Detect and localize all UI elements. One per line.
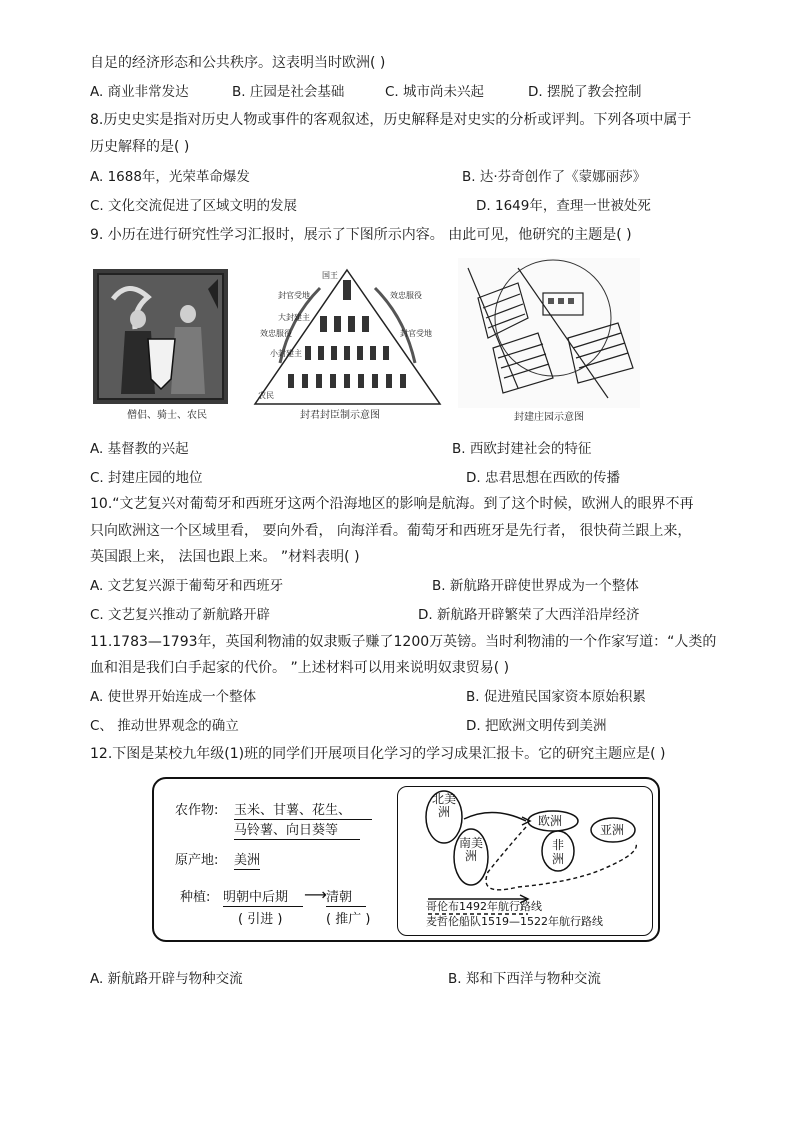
figure-caption-2: 封君封臣制示意图: [300, 410, 380, 421]
q8-option-c[interactable]: C. 文化交流促进了区域文明的发展: [90, 198, 298, 214]
pyramid-label-peasant: 农民: [258, 391, 274, 400]
q7-option-d[interactable]: D. 摆脱了教会控制: [528, 84, 642, 100]
voyage-map: [397, 786, 653, 936]
q11-option-c[interactable]: C、 推动世界观念的确立: [90, 718, 239, 734]
q10-stem-line-1: 10.“文艺复兴对葡萄牙和西班牙这两个沿海地区的影响是航海。到了这个时候，欧洲人的眼界不再: [90, 496, 694, 512]
card-qing: 清朝: [326, 890, 366, 907]
card-origin-label: 原产地:: [175, 853, 219, 868]
q7-option-c[interactable]: C. 城市尚未兴起: [385, 84, 485, 100]
q10-stem-line-3: 英国跟上来， 法国也跟上来。 ”材料表明( ): [90, 549, 360, 565]
arrow-right-icon: ⟶: [304, 885, 327, 904]
map-label-africa: 非洲: [551, 838, 564, 866]
q11-option-d[interactable]: D. 把欧洲文明传到美洲: [466, 718, 607, 734]
card-crops-line-2: 马铃薯、向日葵等: [234, 823, 360, 840]
figure-caption-3: 封建庄园示意图: [514, 412, 584, 423]
card-promote: ( 推广 ): [326, 912, 371, 927]
map-legend-columbus: 哥伦布1492年航行路线: [426, 900, 542, 913]
pyramid-label-small-lord: 小封建主: [270, 349, 302, 358]
q11-stem-line-2: 血和泪是我们白手起家的代价。 ”上述材料可以用来说明奴隶贸易( ): [90, 660, 510, 676]
card-crops-label: 农作物:: [175, 803, 219, 818]
q8-stem-line-1: 8.历史史实是指对历史人物或事件的客观叙述，历史解释是对史实的分析或评判。下列各项中属于: [90, 112, 692, 128]
card-crops-line-1: 玉米、甘薯、花生、: [234, 803, 372, 820]
q11-option-a[interactable]: A. 使世界开始连成一个整体: [90, 689, 257, 705]
pyramid-label-service-right: 效忠服役: [390, 291, 422, 300]
card-intro: ( 引进 ): [238, 912, 283, 927]
map-label-europe: 欧洲: [538, 814, 563, 828]
card-origin-value: 美洲: [234, 853, 261, 868]
map-label-asia: 亚洲: [600, 823, 625, 837]
pyramid-label-service-left: 效忠服役: [260, 329, 292, 338]
q10-option-d[interactable]: D. 新航路开辟繁荣了大西洋沿岸经济: [418, 607, 640, 623]
q11-stem-line-1: 11.1783—1793年，英国利物浦的奴隶贩子赚了1200万英镑。当时利物浦的一个作家写道：“人类的: [90, 634, 717, 650]
q12-stem: 12.下图是某校九年级(1)班的同学们开展项目化学习的学习成果汇报卡。它的研究主题应是( ): [90, 746, 666, 762]
q10-option-b[interactable]: B. 新航路开辟使世界成为一个整体: [432, 578, 639, 594]
q9-stem: 9. 小历在进行研究性学习汇报时，展示了下图所示内容。 由此可见，他研究的主题是( ): [90, 227, 632, 243]
q9-option-c[interactable]: C. 封建庄园的地位: [90, 470, 203, 486]
q8-option-a[interactable]: A. 1688年，光荣革命爆发: [90, 169, 250, 185]
manor-map-diagram: [458, 258, 640, 408]
figure-manor-map: [458, 258, 640, 408]
q7-stem-tail: 自足的经济形态和公共秩序。这表明当时欧洲( ): [90, 55, 386, 71]
manuscript-illustration-image: [93, 269, 228, 404]
pyramid-label-grant-left: 封官受地: [278, 291, 310, 300]
q7-option-a[interactable]: A. 商业非常发达: [90, 84, 189, 100]
card-ming: 明朝中后期: [223, 890, 303, 907]
figure-feudal-pyramid: [250, 268, 445, 408]
q8-option-b[interactable]: B. 达·芬奇创作了《蒙娜丽莎》: [462, 169, 647, 185]
figure-clergy-knight-peasant: [93, 269, 228, 404]
card-plant-label: 种植:: [180, 890, 211, 905]
q12-option-a[interactable]: A. 新航路开辟与物种交流: [90, 971, 243, 987]
q11-option-b[interactable]: B. 促进殖民国家资本原始积累: [466, 689, 646, 705]
map-label-south-america: 南美洲: [459, 836, 484, 863]
q10-option-a[interactable]: A. 文艺复兴源于葡萄牙和西班牙: [90, 578, 284, 594]
q10-stem-line-2: 只向欧洲这一个区域里看， 要向外看， 向海洋看。葡萄牙和西班牙是先行者， 很快荷兰跟上来，: [90, 523, 692, 539]
pyramid-label-king: 国王: [322, 271, 338, 280]
q8-option-d[interactable]: D. 1649年，查理一世被处死: [476, 198, 651, 214]
q12-option-b[interactable]: B. 郑和下西洋与物种交流: [448, 971, 601, 987]
q9-option-d[interactable]: D. 忠君思想在西欧的传播: [466, 470, 620, 486]
map-label-north-america: 北美洲: [431, 792, 456, 819]
q10-option-c[interactable]: C. 文艺复兴推动了新航路开辟: [90, 607, 271, 623]
q7-option-b[interactable]: B. 庄园是社会基础: [232, 84, 345, 100]
figure-caption-1: 僧侣、骑士、农民: [127, 410, 207, 421]
pyramid-label-grant-right: 封官受地: [400, 329, 432, 338]
q8-stem-line-2: 历史解释的是( ): [90, 139, 190, 155]
q9-option-a[interactable]: A. 基督教的兴起: [90, 441, 189, 457]
map-legend-magellan: 麦哲伦船队1519—1522年航行路线: [426, 915, 603, 928]
pyramid-label-great-lord: 大封建主: [278, 313, 310, 322]
q9-option-b[interactable]: B. 西欧封建社会的特征: [452, 441, 592, 457]
